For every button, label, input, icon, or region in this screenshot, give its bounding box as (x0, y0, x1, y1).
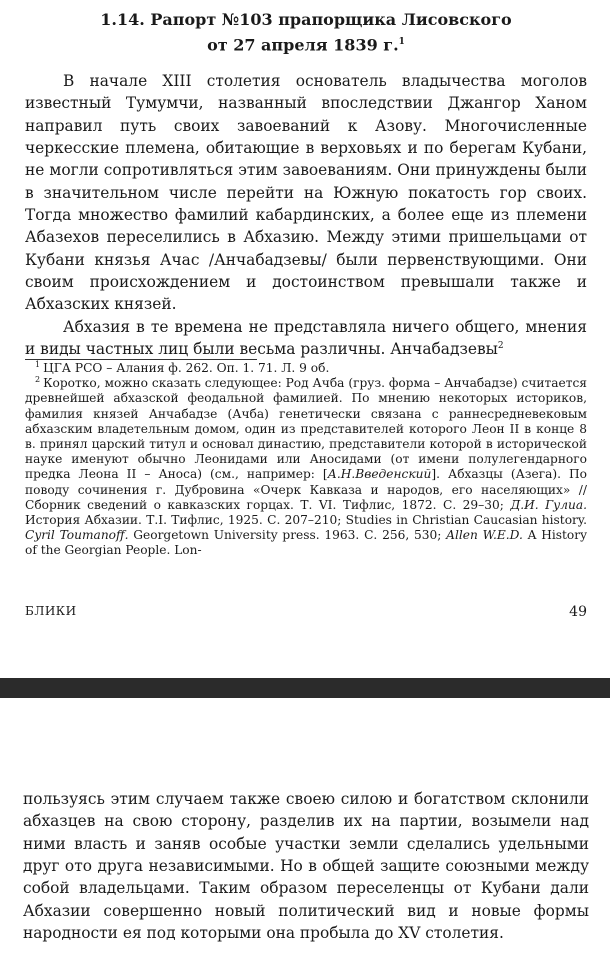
footnote-2-author1: А.Н.Введенский (327, 467, 432, 482)
continued-text (23, 788, 589, 944)
footnote-2-part5: A History of the Georgian People. Lon- (25, 528, 587, 558)
title-line-1: 1.14. Рапорт №103 прапорщика Лисовского (100, 10, 512, 29)
footnote-2-part1: Коротко, можно сказать следующее: Род Ачба (груз. форма – Анчабадзе) считается древнейшей абхазской феодальной фамилией. По мнению некоторых историков, фамилия князей Анчабадзе (Ачба) генетически связана с раннесредневековым абхазским владетельным домом, один из представителей которого Леон II в конце 8 в. принял царский титул и основал династию, представители которой в исторической науке именуют обычно Леонидами или Аносидами (от имени полулегендарного предка Леона II – Аноса) (см., например: [ (25, 376, 587, 482)
page-separator (0, 678, 610, 698)
footnote-2 (25, 376, 587, 558)
paragraph-2-text: Абхазия в те времена не представляла ничего общего, мнения и виды частных лиц были весьма различны. Анчабадзевы (25, 317, 587, 359)
footnote-2-author2: Д.И. Гулиа. (510, 497, 587, 512)
footnote-2-part2: ]. Абхазцы (Азега). По поводу сочинения г. Дубровина «Очерк Кавказа и народов, его населяющих» // Сборник сведений о кавказских горцах. Т. VI. Тифлис, 1872. С. 29–30; (25, 467, 587, 512)
footnote-1-mark: 1 (35, 359, 41, 369)
footnote-2-mark: 2 (35, 375, 41, 385)
document-title (60, 8, 552, 56)
page-number: 49 (569, 604, 587, 620)
title-footnote-ref[interactable]: 1 (398, 37, 405, 47)
paragraph-3: пользуясь этим случаем также своею силою и богатством склонили абхазцев на свою сторону, разделив их на партии, возымели над ними власть и заняв особые участки земли сделались удельными друг ото друга независимыми. Но в общей защите союзными между собой владельцами. Таким образом переселенцы от Кубани дали Абхазии совершенно новый политический вид и новые формы народности ея под которыми она пробыла до XV столетия. (23, 790, 589, 943)
footnote-divider (25, 359, 257, 360)
main-text (25, 70, 587, 360)
footnote-2-part4: Georgetown University press. 1963. С. 256, 530; (128, 528, 447, 543)
paragraph-1: В начале XIII столетия основатель владычества моголов известный Тумумчи, названный впоследствии Джангор Ханом направил путь своих завоеваний к Азову. Многочисленные черкесские племена, обитающие в верховьях и по берегам Кубани, не могли сопротивляться этим завоеваниям. Они принуждены были в значительном числе перейти на Южную покатость гор своих. Тогда множество фамилий кабардинских, а более еще из племени Абазехов переселились в Абхазию. Между этими пришельцами от Кубани князья Ачас /Анчабадзевы/ были первенствующими. Они своим происхождением и достоинством превышали также и Абхазских князей. (25, 72, 587, 314)
footnote-2-author3: Cyril Toumanoff. (25, 528, 129, 543)
footnote-1 (25, 361, 587, 376)
footnotes (25, 361, 587, 559)
footnote-2-author4: Allen W.E.D. (446, 528, 523, 543)
running-footer: БЛИКИ (25, 604, 77, 618)
title-line-2-text: от 27 апреля 1839 г. (207, 35, 399, 55)
page-50 (0, 698, 610, 961)
footnote-1-text: ЦГА РСО – Алания ф. 262. Оп. 1. 71. Л. 9 об. (43, 361, 330, 375)
title-line-2 (60, 31, 552, 56)
paragraph-2 (25, 316, 587, 361)
footnote-ref-2[interactable]: 2 (497, 341, 504, 351)
footnote-2-part3: История Абхазии. Т.I. Тифлис, 1925. С. 207–210; Studies in Christian Caucasian history. (25, 513, 587, 528)
